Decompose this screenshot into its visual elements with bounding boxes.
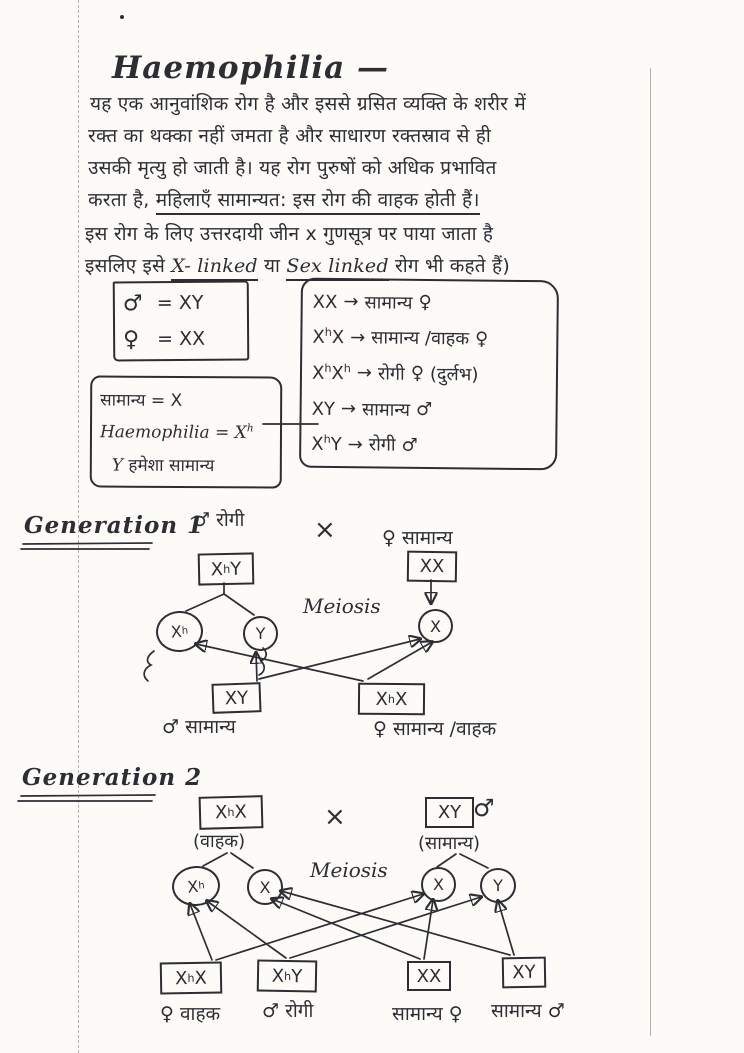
arrow-icon: → [340, 398, 357, 420]
arrow-icon: → [356, 362, 373, 384]
legend-row-xhy [311, 432, 545, 458]
g1-offspring-xy-box: XY [211, 682, 261, 714]
sex-chromosome-key-box [113, 281, 250, 362]
g1-offspring-xhx-box: X h X [358, 683, 425, 716]
legend-genotype: $X^hY$ [311, 433, 342, 456]
g2-xy-to-x1-arrow [281, 891, 510, 955]
legend-genotype: $X^hX^h$ [311, 361, 351, 385]
legend-label: सामान्य [361, 398, 411, 421]
g2-mother-to-x-line [231, 853, 253, 868]
g1-offspring-xhx-label: ♀ सामान्य /वाहक [373, 718, 497, 740]
notation-y-note [100, 453, 272, 477]
g2-gamete-y-circle: Y [480, 868, 516, 903]
intro-line-6-suffix: रोग भी कहते हैं) [388, 255, 510, 277]
g1-father-to-y-line [224, 594, 254, 615]
g2-gamete-x1-circle: X [247, 869, 283, 905]
legend-row-xhx [312, 325, 546, 351]
intro-line-3: उसकी मृत्यु हो जाती है। यह रोग पुरुषों को अधिक प्रभावित [88, 157, 497, 179]
g1-father-to-xh-line [186, 583, 224, 611]
sex-linked-term: Sex linked [286, 255, 388, 281]
arrow-icon: → [350, 327, 366, 349]
intro-line-2: रक्त का थक्का नहीं जमता है और साधारण रक्तस्राव से ही [88, 125, 492, 147]
g1-squiggle-xh [144, 651, 154, 681]
g2-offspring-xy-label: सामान्य ♂ [491, 1000, 565, 1022]
g2-mother-to-xh-line [203, 853, 227, 866]
g1-meiosis-label: Meiosis [303, 594, 381, 618]
genotype-legend-box [299, 278, 559, 471]
notation-normal: सामान्य = X [100, 390, 183, 411]
female-icon: ♀ [474, 328, 489, 350]
g2-mother-tag: (वाहक) [193, 831, 246, 852]
g2-offspring-xhy-label: ♂ रोगी [262, 1000, 314, 1022]
g2-mother-genotype-box: X h X [199, 795, 264, 830]
g1-xy-to-x-arrow [259, 639, 420, 679]
female-icon: ♀ [418, 292, 432, 314]
g1-father-label: ♂ रोगी [193, 509, 245, 531]
legend-row-xy [312, 396, 546, 422]
legend-genotype: XX [312, 291, 338, 313]
intro-line-4 [88, 186, 480, 212]
intro-line-4-underlined: महिलाएँ सामान्यत: इस रोग की वाहक होती हैं। [156, 189, 480, 215]
g1-xhx-to-xh-arrow [196, 644, 363, 681]
g1-mother-label: ♀ सामान्य [382, 527, 453, 549]
notation-y-text: हमेशा सामान्य [123, 456, 215, 477]
g2-offspring-xhx-box: X h X [160, 961, 223, 994]
legend-label: रोगी [368, 434, 396, 456]
legend-label: रोगी [377, 363, 405, 385]
female-key-value: = XX [157, 327, 206, 351]
g1-father-genotype-box: X h Y [198, 552, 255, 585]
arrow-icon: → [347, 433, 363, 455]
g2-father-to-x-line [437, 854, 456, 867]
g2-gamete-xh-circle: X h [170, 864, 221, 908]
x-linked-term: X- linked [171, 255, 257, 281]
g2-offspring-xx-label: सामान्य ♀ [392, 1003, 463, 1025]
male-icon: ♂ [122, 290, 143, 316]
generation1-underline [23, 543, 152, 544]
generation-1-heading: Generation 1 [24, 512, 205, 539]
notation-haemophilia [100, 421, 272, 443]
g2-offspring-xy-box: XY [502, 957, 547, 989]
g2-xx-to-x2-arrow [424, 900, 433, 959]
notation-haemophilia-sup: h [246, 421, 254, 435]
g2-xhx-to-x-arrow [216, 894, 423, 960]
legend-genotype: XY [311, 398, 336, 420]
cross-icon: × [324, 802, 346, 832]
intro-line-6-mid: या [257, 255, 287, 277]
g2-offspring-xhx-label: ♀ वाहक [160, 1003, 221, 1025]
intro-line-5: इस रोग के लिए उत्तरदायी जीन x गुणसूत्र पर पाया जाता है [85, 223, 494, 245]
g2-xhx-to-xh-arrow [190, 904, 212, 960]
g2-offspring-xhy-box: X h Y [257, 959, 318, 992]
male-icon: ♂ [473, 794, 495, 822]
g2-father-tag: (सामान्य) [418, 833, 481, 854]
intro-line-1: यह एक आनुवांशिक रोग है और इससे ग्रसित व्यक्ति के शरीर में [90, 93, 526, 115]
generation2-underline [21, 795, 155, 796]
intro-line-6 [85, 252, 510, 278]
male-icon: ♂ [401, 434, 418, 456]
male-key-value: = XY [156, 291, 204, 315]
g1-gamete-xh-circle: X h [155, 609, 205, 653]
g2-xx-to-x1-arrow [272, 899, 420, 959]
g1-gamete-y-circle: Y [243, 616, 278, 651]
legend-label: सामान्य [364, 292, 413, 314]
legend-extra: (दुर्लभ) [429, 363, 479, 386]
g2-father-to-y-line [460, 854, 488, 868]
intro-line-6-prefix: इसलिए इसे [85, 255, 172, 277]
g1-xhx-to-x-arrow [368, 642, 432, 679]
g1-gamete-x-circle: X [418, 609, 453, 643]
female-icon: ♀ [410, 363, 425, 385]
legend-row-xx [313, 290, 547, 316]
female-icon: ♀ [123, 326, 140, 352]
legend-row-xhxh [312, 361, 546, 387]
intro-line-4-prefix: करता है, [88, 189, 156, 211]
notation-box [90, 375, 283, 488]
g1-squiggle-y [259, 648, 266, 675]
legend-label: सामान्य /वाहक [371, 327, 470, 350]
g2-gamete-x2-circle: X [421, 867, 456, 902]
cross-icon: × [314, 515, 336, 545]
g2-meiosis-label: Meiosis [310, 858, 388, 882]
female-key-row [123, 326, 239, 352]
page-title: Haemophilia — [112, 50, 389, 86]
g1-mother-genotype-box: XX [407, 551, 457, 583]
notation-y: Y [111, 456, 124, 477]
legend-genotype: $X^hX$ [312, 326, 345, 349]
g2-offspring-xx-box: XX [407, 961, 451, 991]
notation-haemophilia-text: Haemophilia = X [99, 421, 247, 443]
g1-offspring-xy-label: ♂ सामान्य [162, 716, 236, 738]
generation-2-heading: Generation 2 [22, 764, 203, 791]
arrow-icon: → [343, 291, 359, 313]
male-key-row [123, 290, 239, 316]
g2-xy-to-y-arrow [498, 901, 514, 955]
g2-father-genotype-box: XY [425, 797, 474, 828]
male-icon: ♂ [415, 398, 433, 421]
